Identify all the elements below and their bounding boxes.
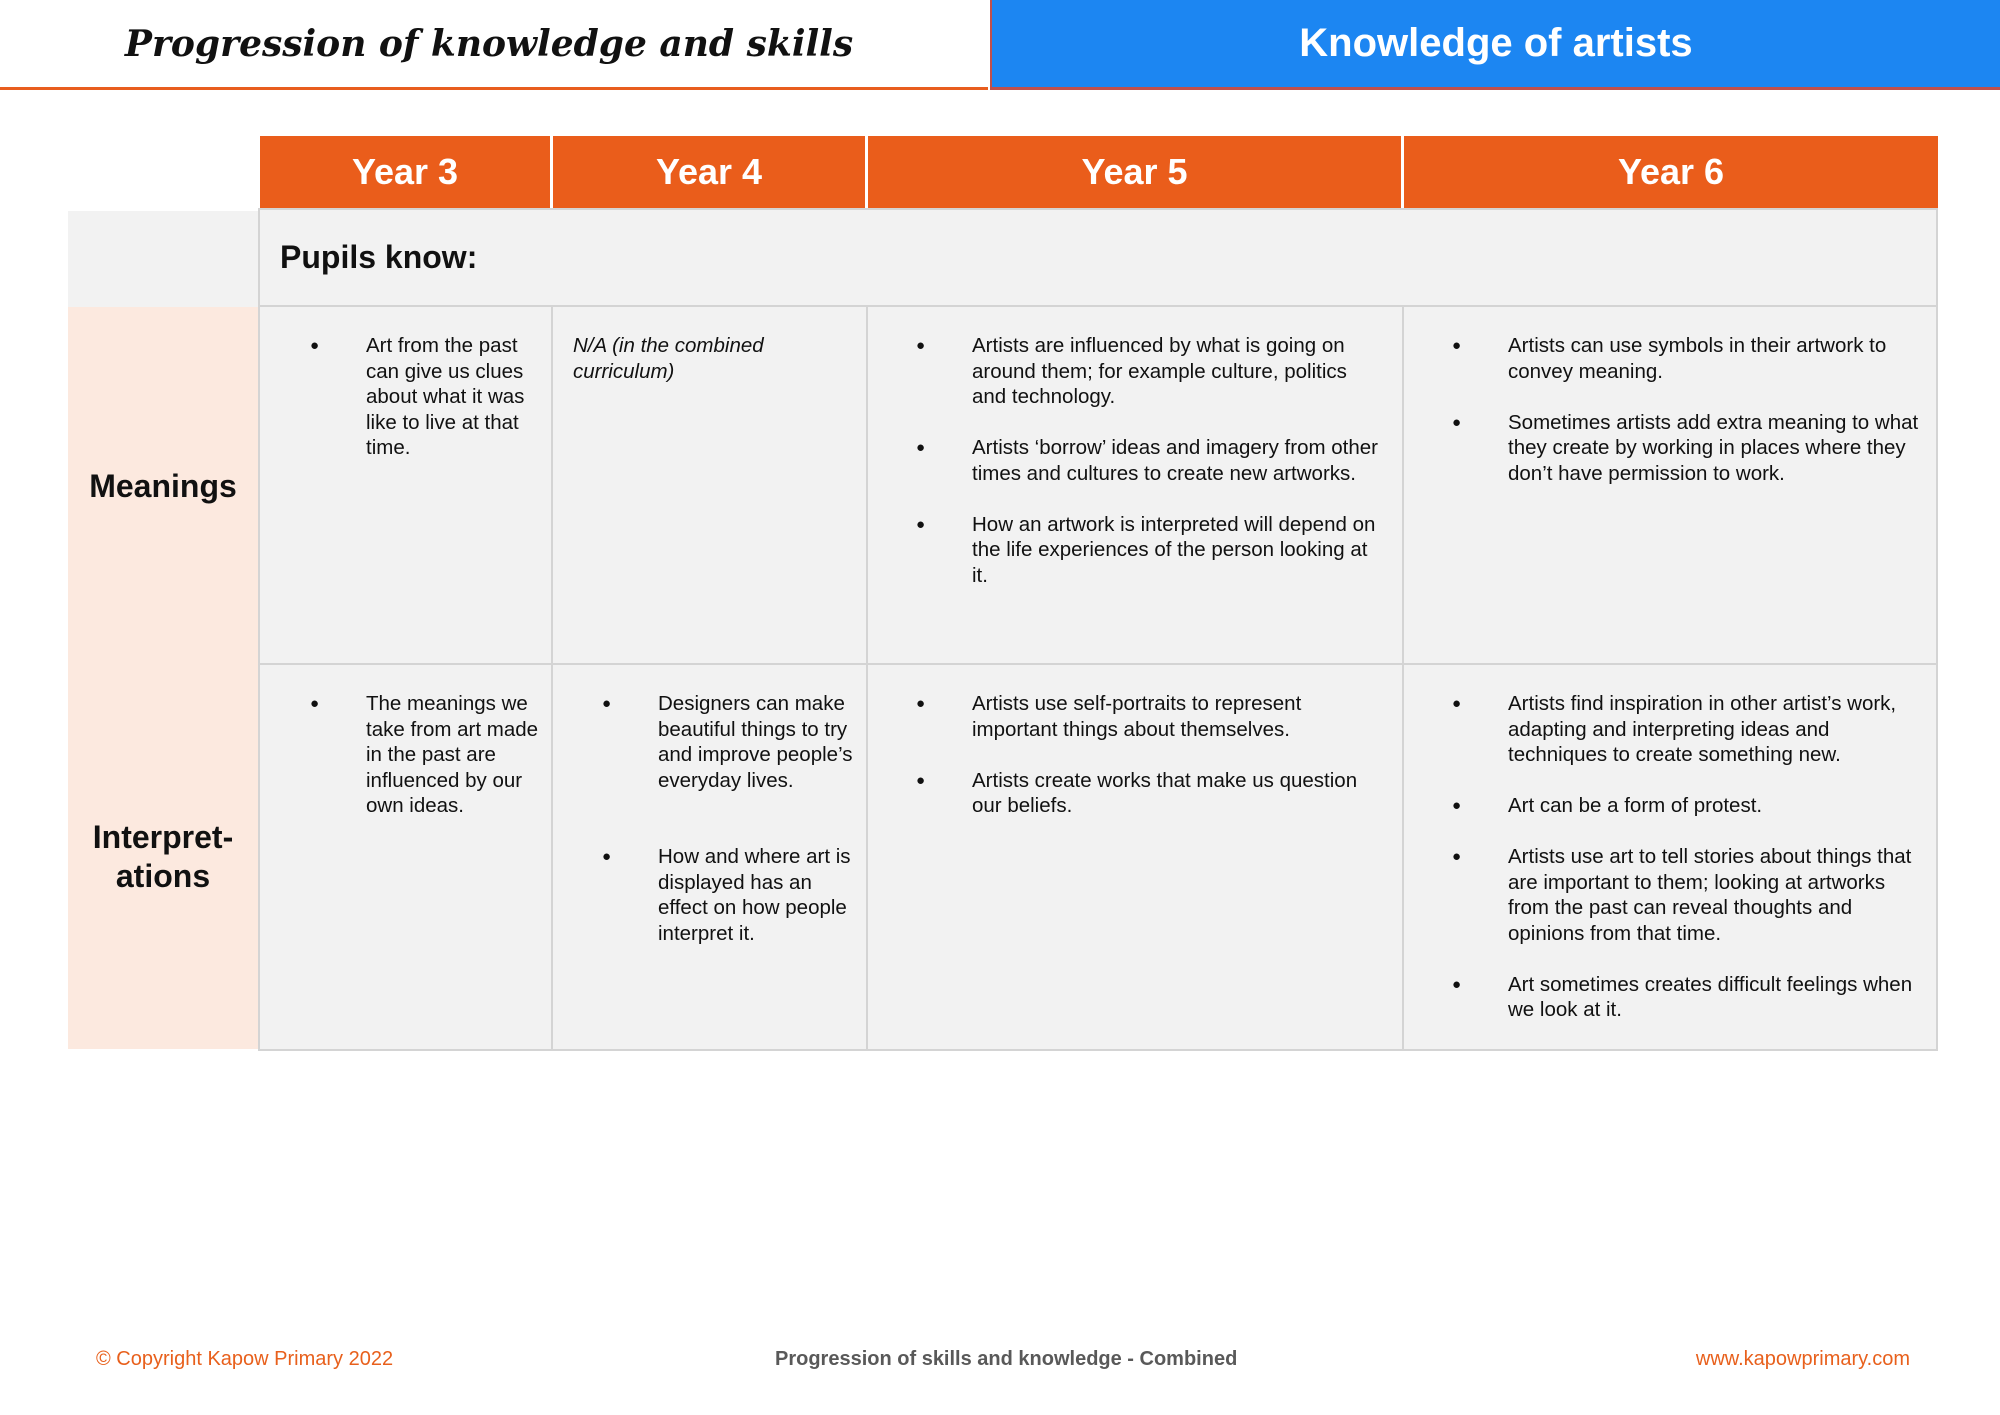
list-item: ● Artists use self-portraits to represent important things about themselves. — [972, 691, 1384, 742]
cell-interpretations-year5 — [866, 663, 1404, 1051]
intro-row — [258, 208, 1938, 307]
cell-meanings-year6 — [1402, 305, 1938, 665]
page-header-right — [990, 0, 2000, 90]
list-item: ● Artists use art to tell stories about things that are important to them; looking at artworks from the past can reveal thoughts and opinions from that time. — [1508, 844, 1920, 946]
cell-interpretations-year6 — [1402, 663, 1938, 1051]
list-item: ● How and where art is displayed has an effect on how people interpret it. — [658, 844, 856, 946]
column-header-year3: Year 3 — [260, 136, 550, 208]
cell-meanings-year5 — [866, 305, 1404, 665]
page-header-left — [0, 0, 988, 90]
section-title: Knowledge of artists — [1299, 21, 1693, 65]
cell-meanings-year3 — [258, 305, 553, 665]
list-item: ● How an artwork is interpreted will depend on the life experiences of the person looking at it. — [972, 512, 1384, 589]
not-applicable-note: N/A (in the combined curriculum) — [573, 334, 764, 383]
list-item: ● Art from the past can give us clues about what it was like to live at that time. — [366, 333, 541, 461]
list-item: ● Artists create works that make us question our beliefs. — [972, 768, 1384, 819]
list-item: ● Artists can use symbols in their artwork to convey meaning. — [1508, 333, 1920, 384]
column-header-year5: Year 5 — [868, 136, 1401, 208]
intro-row-spacer — [68, 211, 258, 307]
cell-meanings-year4 — [551, 305, 868, 665]
list-item: ● Art can be a form of protest. — [1508, 793, 1920, 819]
row-label-interpretations: Interpret- ations — [68, 665, 258, 1049]
row-label-meanings: Meanings — [68, 307, 258, 665]
cell-interpretations-year4 — [551, 663, 868, 1051]
copyright-notice: © Copyright Kapow Primary 2022 — [96, 1348, 394, 1370]
cell-interpretations-year3 — [258, 663, 553, 1051]
list-item: ● Artists are influenced by what is going on around them; for example culture, politics and technology. — [972, 333, 1384, 410]
list-item: ● Art sometimes creates difficult feelings when we look at it. — [1508, 972, 1920, 1023]
page-title: Progression of knowledge and skills — [124, 22, 854, 65]
column-header-year4: Year 4 — [553, 136, 865, 208]
website-link[interactable]: www.kapowprimary.com — [1695, 1348, 1910, 1370]
footer-document-title: Progression of skills and knowledge - Combined — [775, 1348, 1238, 1370]
list-item: ● The meanings we take from art made in the past are influenced by our own ideas. — [366, 691, 541, 819]
column-header-year6: Year 6 — [1404, 136, 1938, 208]
list-item: ● Sometimes artists add extra meaning to what they create by working in places where they don’t have permission to work. — [1508, 410, 1920, 487]
list-item: ● Designers can make beautiful things to try and improve people’s everyday lives. — [658, 691, 856, 793]
list-item: ● Artists ‘borrow’ ideas and imagery from other times and cultures to create new artworks. — [972, 435, 1384, 486]
list-item: ● Artists find inspiration in other artist’s work, adapting and interpreting ideas and techniques to create something new. — [1508, 691, 1920, 768]
intro-text: Pupils know: — [280, 239, 478, 275]
